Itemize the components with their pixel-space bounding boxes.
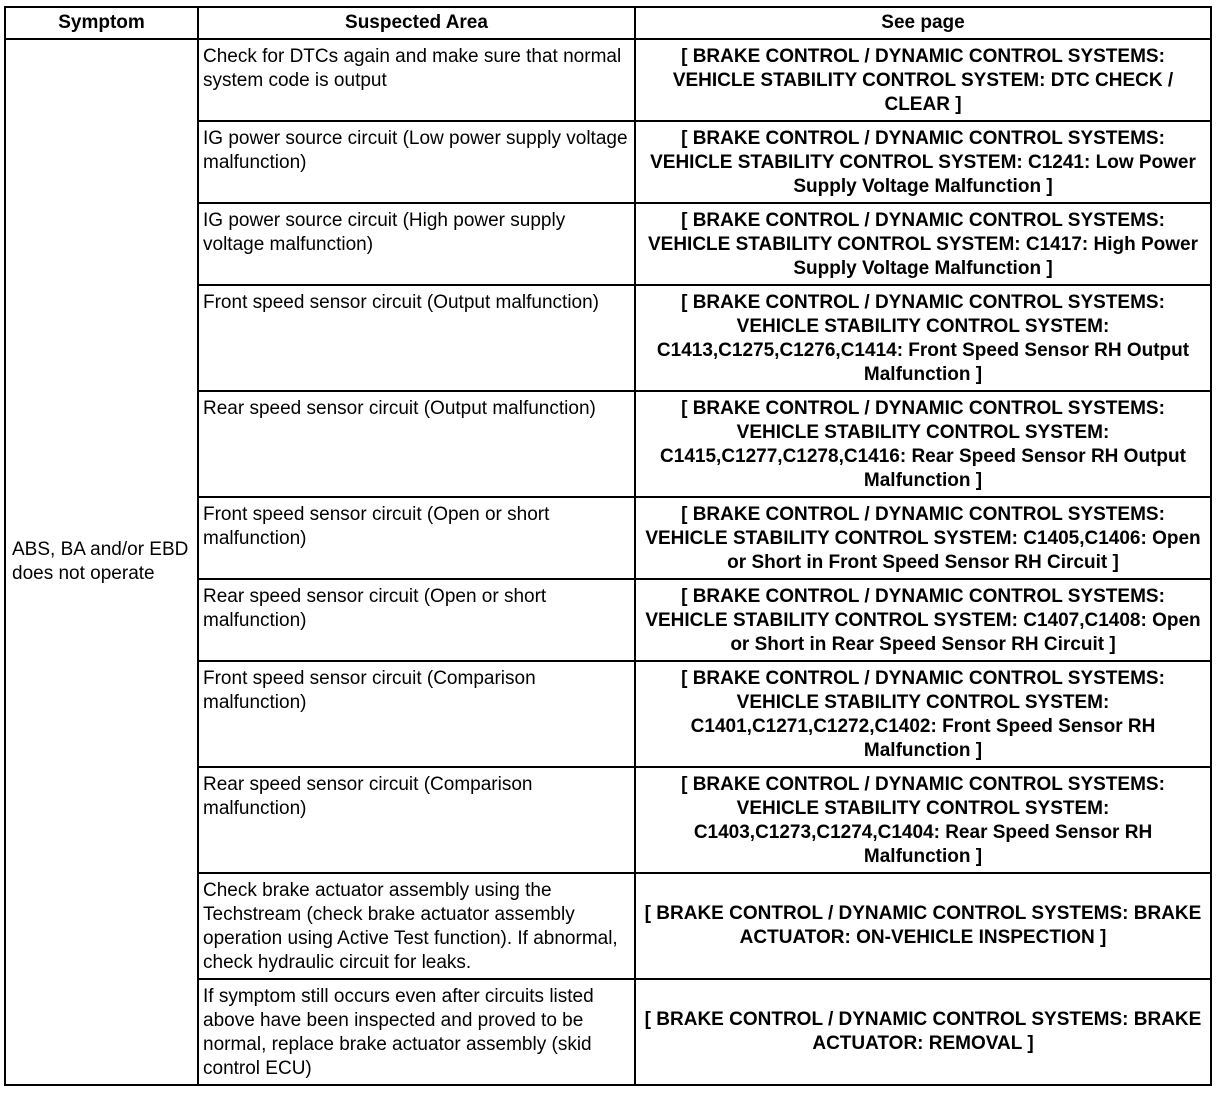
see-page-link[interactable]: [ BRAKE CONTROL / DYNAMIC CONTROL SYSTEMS: VEHICLE STABILITY CONTROL SYSTEM: C1241: Low Power Supply Voltage Malfunction ] — [635, 121, 1211, 203]
see-page-link[interactable]: [ BRAKE CONTROL / DYNAMIC CONTROL SYSTEMS: BRAKE ACTUATOR: REMOVAL ] — [635, 979, 1211, 1085]
troubleshooting-table-container — [4, 6, 1212, 1086]
see-page-link[interactable]: [ BRAKE CONTROL / DYNAMIC CONTROL SYSTEMS: VEHICLE STABILITY CONTROL SYSTEM: C1407,C1408: Open or Short in Rear Speed Sensor RH Circuit ] — [635, 579, 1211, 661]
see-page-link[interactable]: [ BRAKE CONTROL / DYNAMIC CONTROL SYSTEMS: VEHICLE STABILITY CONTROL SYSTEM: C1405,C1406: Open or Short in Front Speed Sensor RH Circuit ] — [635, 497, 1211, 579]
header-suspected-area: Suspected Area — [198, 7, 635, 39]
problem-symptoms-table — [4, 6, 1212, 1086]
suspected-area-cell: Front speed sensor circuit (Comparison malfunction) — [198, 661, 635, 767]
suspected-area-cell: Front speed sensor circuit (Open or short malfunction) — [198, 497, 635, 579]
see-page-link[interactable]: [ BRAKE CONTROL / DYNAMIC CONTROL SYSTEMS: VEHICLE STABILITY CONTROL SYSTEM: C1415,C1277,C1278,C1416: Rear Speed Sensor RH Output Malfunction ] — [635, 391, 1211, 497]
header-see-page: See page — [635, 7, 1211, 39]
suspected-area-cell: IG power source circuit (High power supply voltage malfunction) — [198, 203, 635, 285]
suspected-area-cell: IG power source circuit (Low power supply voltage malfunction) — [198, 121, 635, 203]
table-row — [5, 39, 1211, 121]
header-symptom: Symptom — [5, 7, 198, 39]
suspected-area-cell: Check for DTCs again and make sure that normal system code is output — [198, 39, 635, 121]
see-page-link[interactable]: [ BRAKE CONTROL / DYNAMIC CONTROL SYSTEMS: VEHICLE STABILITY CONTROL SYSTEM: DTC CHECK / CLEAR ] — [635, 39, 1211, 121]
see-page-link[interactable]: [ BRAKE CONTROL / DYNAMIC CONTROL SYSTEMS: VEHICLE STABILITY CONTROL SYSTEM: C1403,C1273,C1274,C1404: Rear Speed Sensor RH Malfunction ] — [635, 767, 1211, 873]
see-page-link[interactable]: [ BRAKE CONTROL / DYNAMIC CONTROL SYSTEMS: VEHICLE STABILITY CONTROL SYSTEM: C1413,C1275,C1276,C1414: Front Speed Sensor RH Output Malfunction ] — [635, 285, 1211, 391]
suspected-area-cell: Rear speed sensor circuit (Comparison malfunction) — [198, 767, 635, 873]
suspected-area-cell: Front speed sensor circuit (Output malfunction) — [198, 285, 635, 391]
see-page-link[interactable]: [ BRAKE CONTROL / DYNAMIC CONTROL SYSTEMS: VEHICLE STABILITY CONTROL SYSTEM: C1417: High Power Supply Voltage Malfunction ] — [635, 203, 1211, 285]
see-page-link[interactable]: [ BRAKE CONTROL / DYNAMIC CONTROL SYSTEMS: BRAKE ACTUATOR: ON-VEHICLE INSPECTION ] — [635, 873, 1211, 979]
see-page-link[interactable]: [ BRAKE CONTROL / DYNAMIC CONTROL SYSTEMS: VEHICLE STABILITY CONTROL SYSTEM: C1401,C1271,C1272,C1402: Front Speed Sensor RH Malfunction ] — [635, 661, 1211, 767]
suspected-area-cell: If symptom still occurs even after circuits listed above have been inspected and proved to be normal, replace brake actuator assembly (skid control ECU) — [198, 979, 635, 1085]
suspected-area-cell: Rear speed sensor circuit (Output malfunction) — [198, 391, 635, 497]
header-row — [5, 7, 1211, 39]
suspected-area-cell: Check brake actuator assembly using the Techstream (check brake actuator assembly operation using Active Test function). If abnormal, check hydraulic circuit for leaks. — [198, 873, 635, 979]
suspected-area-cell: Rear speed sensor circuit (Open or short malfunction) — [198, 579, 635, 661]
symptom-cell: ABS, BA and/or EBD does not operate — [5, 39, 198, 1085]
